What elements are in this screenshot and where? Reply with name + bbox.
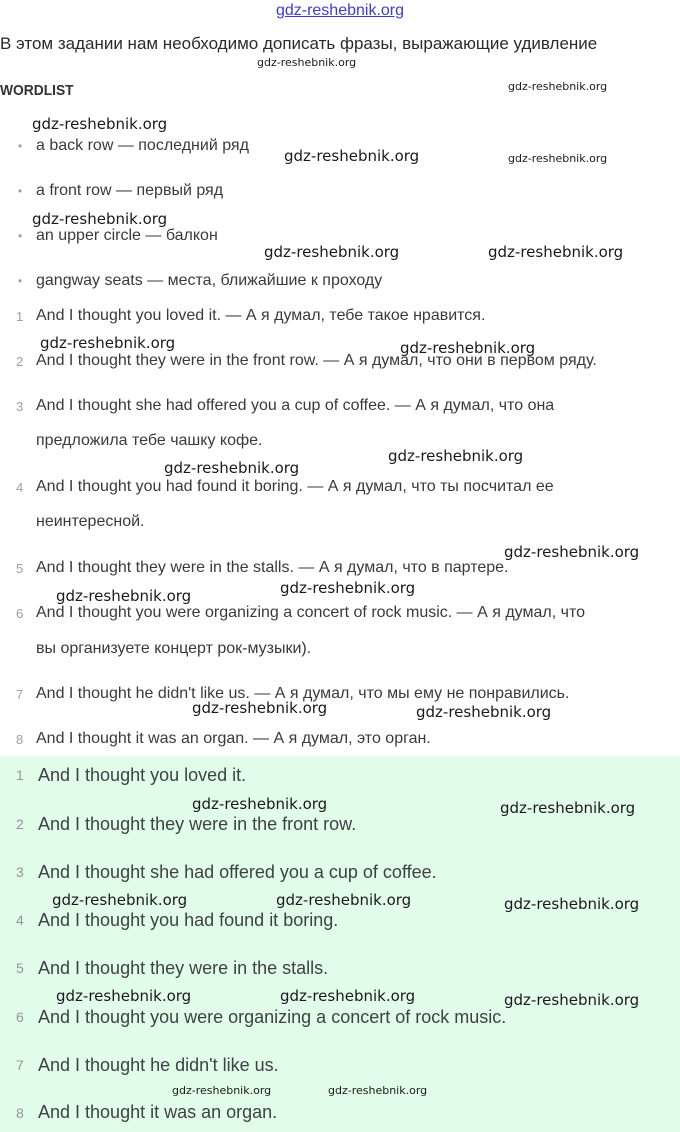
wordlist-item: gangway seats — места, ближайшие к проходу <box>36 272 383 289</box>
translation-number: 6 <box>16 606 24 621</box>
site-link[interactable]: gdz-reshebnik.org <box>275 2 405 19</box>
answer-number: 1 <box>16 767 24 783</box>
bullet-icon: • <box>18 184 23 198</box>
answer-text: And I thought she had offered you a cup of coffee. <box>38 862 437 882</box>
answer-text: And I thought they were in the stalls. <box>38 958 329 978</box>
watermark: gdz-reshebnik.org <box>284 147 420 165</box>
translation-number: 1 <box>16 309 24 324</box>
translation-line: And I thought they were in the front row. — А я думал, что они в первом ряду. <box>36 352 597 369</box>
wordlist-title: WORDLIST <box>0 82 74 99</box>
answer-number: 8 <box>16 1105 24 1121</box>
answer-number: 3 <box>16 864 24 880</box>
watermark: gdz-reshebnik.org <box>192 699 328 717</box>
watermark: gdz-reshebnik.org <box>508 80 608 93</box>
watermark: gdz-reshebnik.org <box>416 703 552 721</box>
wordlist-item: a front row — первый ряд <box>36 182 224 199</box>
translation-number: 3 <box>16 399 24 414</box>
watermark: gdz-reshebnik.org <box>504 543 640 561</box>
answer-text: And I thought you loved it. <box>38 765 247 785</box>
translation-line: предложила тебе чашку кофе. <box>36 432 263 449</box>
watermark: gdz-reshebnik.org <box>172 1084 272 1097</box>
watermark: gdz-reshebnik.org <box>164 459 300 477</box>
watermark: gdz-reshebnik.org <box>328 1084 428 1097</box>
watermark: gdz-reshebnik.org <box>504 895 640 913</box>
answer-text: And I thought you were organizing a concert of rock music. <box>38 1007 507 1027</box>
watermark: gdz-reshebnik.org <box>400 339 536 357</box>
watermark: gdz-reshebnik.org <box>192 795 328 813</box>
watermark: gdz-reshebnik.org <box>56 587 192 605</box>
answer-number: 5 <box>16 960 24 976</box>
watermark: gdz-reshebnik.org <box>280 987 416 1005</box>
watermark: gdz-reshebnik.org <box>32 210 168 228</box>
answer-number: 2 <box>16 816 24 832</box>
bullet-icon: • <box>18 229 23 243</box>
watermark: gdz-reshebnik.org <box>280 579 416 597</box>
wordlist-item: a back row — последний ряд <box>36 137 249 154</box>
bullet-icon: • <box>18 274 23 288</box>
watermark: gdz-reshebnik.org <box>508 152 608 165</box>
answer-text: And I thought they were in the front row. <box>38 814 357 834</box>
translation-number: 4 <box>16 480 24 495</box>
translation-line: And I thought he didn't like us. — А я думал, что мы ему не понравились. <box>36 685 570 702</box>
watermark: gdz-reshebnik.org <box>488 243 624 261</box>
translation-number: 8 <box>16 732 24 747</box>
translation-number: 5 <box>16 561 24 576</box>
watermark: gdz-reshebnik.org <box>276 891 412 909</box>
watermark: gdz-reshebnik.org <box>56 987 192 1005</box>
translation-line: And I thought they were in the stalls. — А я думал, что в партере. <box>36 559 509 576</box>
wordlist-item: an upper circle — балкон <box>36 227 218 244</box>
watermark: gdz-reshebnik.org <box>52 891 188 909</box>
intro-text: В этом задании нам необходимо дописать фразы, выражающие удивление <box>0 34 598 53</box>
bullet-icon: • <box>18 139 23 153</box>
answer-text: And I thought you had found it boring. <box>38 910 339 930</box>
translation-number: 2 <box>16 354 24 369</box>
answer-number: 4 <box>16 912 24 928</box>
translation-number: 7 <box>16 687 24 702</box>
answer-number: 6 <box>16 1009 24 1025</box>
translation-line: неинтересной. <box>36 513 145 530</box>
watermark: gdz-reshebnik.org <box>40 334 176 352</box>
watermark: gdz-reshebnik.org <box>500 799 636 817</box>
answer-text: And I thought it was an organ. <box>38 1102 278 1122</box>
translation-line: And I thought she had offered you a cup of coffee. — А я думал, что она <box>36 397 555 414</box>
watermark: gdz-reshebnik.org <box>388 447 524 465</box>
watermark: gdz-reshebnik.org <box>32 115 168 133</box>
translation-line: And I thought you were organizing a concert of rock music. — А я думал, что <box>36 604 585 621</box>
watermark: gdz-reshebnik.org <box>257 56 357 69</box>
watermark: gdz-reshebnik.org <box>264 243 400 261</box>
translation-line: And I thought you loved it. — А я думал, тебе такое нравится. <box>36 307 486 324</box>
translation-line: вы организуете концерт рок-музыки). <box>36 640 312 657</box>
translation-line: And I thought it was an organ. — А я думал, это орган. <box>36 730 431 747</box>
translation-line: And I thought you had found it boring. — А я думал, что ты посчитал ее <box>36 478 554 495</box>
watermark: gdz-reshebnik.org <box>504 991 640 1009</box>
answer-number: 7 <box>16 1057 24 1073</box>
answer-text: And I thought he didn't like us. <box>38 1055 279 1075</box>
